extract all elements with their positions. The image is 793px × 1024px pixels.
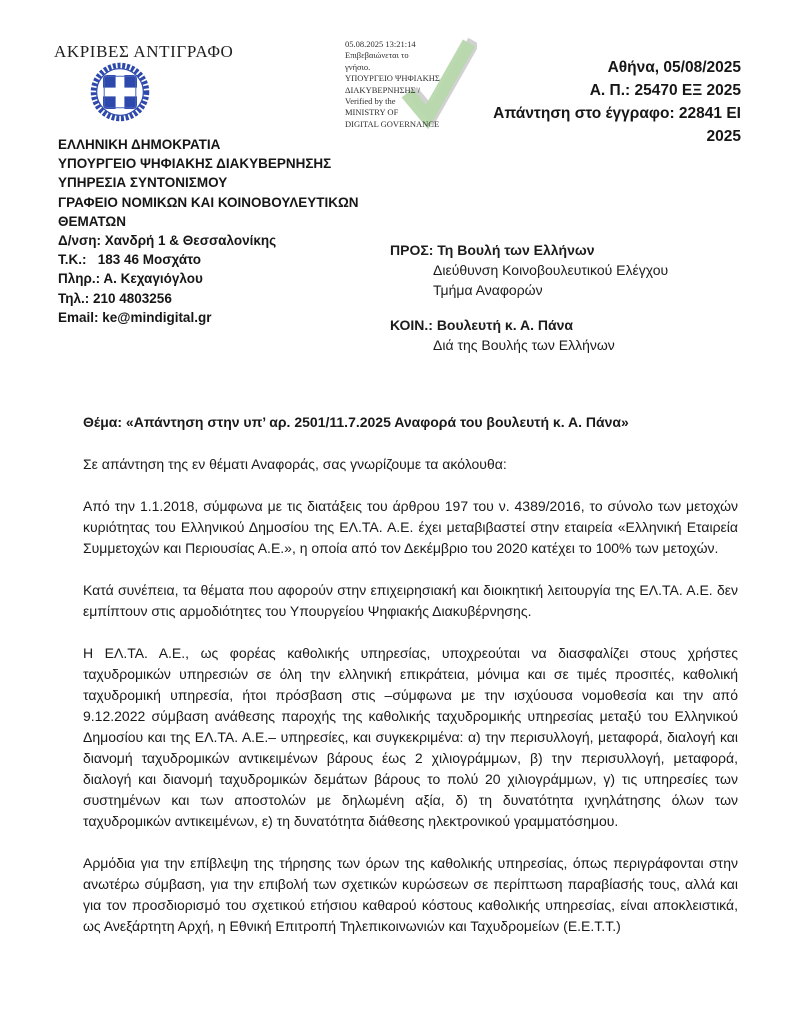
- body-paragraph-2: Κατά συνέπεια, τα θέματα που αφορούν στην επιχειρησιακή και διοικητική λειτουργία της ΕΛ.ΤΑ. Α.Ε. δεν εμπίπτουν στις αρμοδιότητες του Υπουργείου Ψηφιακής Διακυβέρνησης.: [83, 582, 738, 619]
- reply-reference: Απάντηση στο έγγραφο: 22841 ΕΙ: [493, 105, 741, 122]
- agency-phone-line: Τηλ.: 210 4803256: [58, 290, 172, 306]
- subject-line: Θέμα: «Απάντηση στην υπ’ αρ. 2501/11.7.2025 Αναφορά του βουλευτή κ. Α. Πάνα»: [83, 414, 629, 430]
- recipient-to: [390, 240, 720, 300]
- to-name: Τη Βουλή των Ελλήνων: [437, 242, 595, 258]
- cc-name: Βουλευτή κ. Α. Πάνα: [436, 317, 573, 333]
- letter-header-right: [466, 56, 741, 148]
- body-paragraph-1: Από την 1.1.2018, σύμφωνα με τις διατάξεις του άρθρου 197 του ν. 4389/2016, το σύνολο των μετοχών κυριότητας του Ελληνικού Δημοσίου της ΕΛ.ΤΑ. Α.Ε. έχει μεταβιβαστεί στην εταιρεία «Ελληνική Εταιρεία Συμμετοχών και Περιουσίας Α.Ε.», η οποία από τον Δεκέμβριο του 2020 κατέχει το 100% των μετοχών.: [83, 498, 738, 556]
- body-paragraph-intro: Σε απάντηση της εν θέματι Αναφοράς, σας γνωρίζουμε τα ακόλουθα:: [83, 456, 507, 472]
- stamp-timestamp: 05.08.2025 13:21:14: [345, 39, 416, 49]
- stamp-line: γνήσιο.: [345, 61, 371, 72]
- agency-office-line: ΓΡΑΦΕΙΟ ΝΟΜΙΚΩΝ ΚΑΙ ΚΟΙΝΟΒΟΥΛΕΥΤΙΚΩΝ: [58, 194, 359, 210]
- reply-reference-year: 2025: [706, 128, 741, 145]
- greek-republic-emblem-icon: [90, 62, 150, 122]
- agency-service-line: ΥΠΗΡΕΣΙΑ ΣΥΝΤΟΝΙΣΜΟΥ: [58, 175, 228, 191]
- agency-ministry-line: ΥΠΟΥΡΓΕΙΟ ΨΗΦΙΑΚΗΣ ΔΙΑΚΥΒΕΡΝΗΣΗΣ: [58, 156, 332, 172]
- to-sub-line: Τμήμα Αναφορών: [433, 282, 543, 298]
- agency-republic-line: ΕΛΛΗΝΙΚΗ ΔΗΜΟΚΡΑΤΙΑ: [58, 137, 221, 152]
- stamp-line: ΔΙΑΚΥΒΕΡΝΗΣΗΣ /: [345, 84, 421, 95]
- stamp-line: Επιβεβαιώνεται το: [345, 50, 409, 61]
- agency-email-line: Email: ke@mindigital.gr: [58, 309, 212, 325]
- letter-date: Αθήνα, 05/08/2025: [607, 59, 741, 76]
- recipients-block: [390, 240, 720, 355]
- stamp-line: DIGITAL GOVERNANCE: [345, 118, 440, 129]
- digital-signature-stamp: [345, 39, 473, 135]
- stamp-line: ΥΠΟΥΡΓΕΙΟ ΨΗΦΙΑΚΗΣ: [345, 73, 440, 84]
- to-sub-line: Διεύθυνση Κοινοβουλευτικού Ελέγχου: [433, 262, 669, 278]
- body-paragraph-4: Αρμόδια για την επίβλεψη της τήρησης των όρων της καθολικής υπηρεσίας, όπως περιγράφονται στην ανωτέρω σύμβαση, για την επιβολή των σχετικών κυρώσεων σε περίπτωση παραβίασής τους, αλλά και για τον προσδιορισμό του σχετικού ετήσιου καθαρού κόστους καθολικής υπηρεσίας, είναι αποκλειστικά, ως Ανεξάρτητη Αρχή, η Εθνική Επιτροπή Τηλεπικοινωνιών και Ταχυδρομείων (Ε.Ε.Τ.Τ.): [83, 855, 738, 934]
- stamp-line: Verified by the: [345, 96, 396, 107]
- to-label: ΠΡΟΣ:: [390, 242, 434, 258]
- protocol-number: Α. Π.: 25470 ΕΞ 2025: [589, 82, 741, 99]
- body-paragraph-3: Η ΕΛ.ΤΑ. Α.Ε., ως φορέας καθολικής υπηρεσίας, υποχρεούται να διασφαλίζει στους χρήστες ταχυδρομικών υπηρεσιών σε όλη την ελληνική επικράτεια, μόνιμα και σε τιμές προσιτές, καθολική ταχυδρομική υπηρεσία, ήτοι πρόσβαση στις –σύμφωνα με την ισχύουσα νομοθεσία και την από 9.12.2022 σύμβαση ανάθεσης παροχής της καθολικής ταχυδρομικής υπηρεσίας μεταξύ του Ελληνικού Δημοσίου και της ΕΛ.ΤΑ. Α.Ε.– υπηρεσίες, και συγκεκριμένα: α) την περισυλλογή, μεταφορά, διαλογή και διανομή ταχυδρομικών αντικειμένων βάρους έως 2 χιλιογράμμων, β) την περισυλλογή, μεταφορά, διαλογή και διανομή ταχυδρομικών δεμάτων βάρους το πολύ 20 χιλιογράμμων, γ) τις υπηρεσίες των συστημένων και των αποστολών με δηλωμένη αξία, δ) τη δυνατότητα ιχνηλάτησης όλων των ταχυδρομικών αντικειμένων, ε) τη δυνατότητα διάθεσης ηλεκτρονικού γραμματόσημου.: [83, 645, 738, 829]
- stamp-line: MINISTRY OF: [345, 107, 399, 118]
- agency-postcode-line: Τ.Κ.: 183 46 Μοσχάτο: [58, 252, 202, 268]
- agency-address-line: Δ/νση: Χανδρή 1 & Θεσσαλονίκης: [58, 233, 277, 249]
- cc-sub-line: Διά της Βουλής των Ελλήνων: [433, 337, 615, 353]
- letter-body: [83, 412, 738, 937]
- cc-label: ΚΟΙΝ.:: [390, 317, 433, 333]
- certified-copy-label: ΑΚΡΙΒΕΣ ΑΝΤΙΓΡΑΦΟ: [54, 42, 234, 61]
- recipient-cc: [390, 315, 720, 355]
- agency-block: [58, 135, 378, 327]
- agency-office-line-2: ΘΕΜΑΤΩΝ: [58, 213, 126, 229]
- agency-contact-person-line: Πληρ.: Α. Κεχαγιόγλου: [58, 271, 203, 287]
